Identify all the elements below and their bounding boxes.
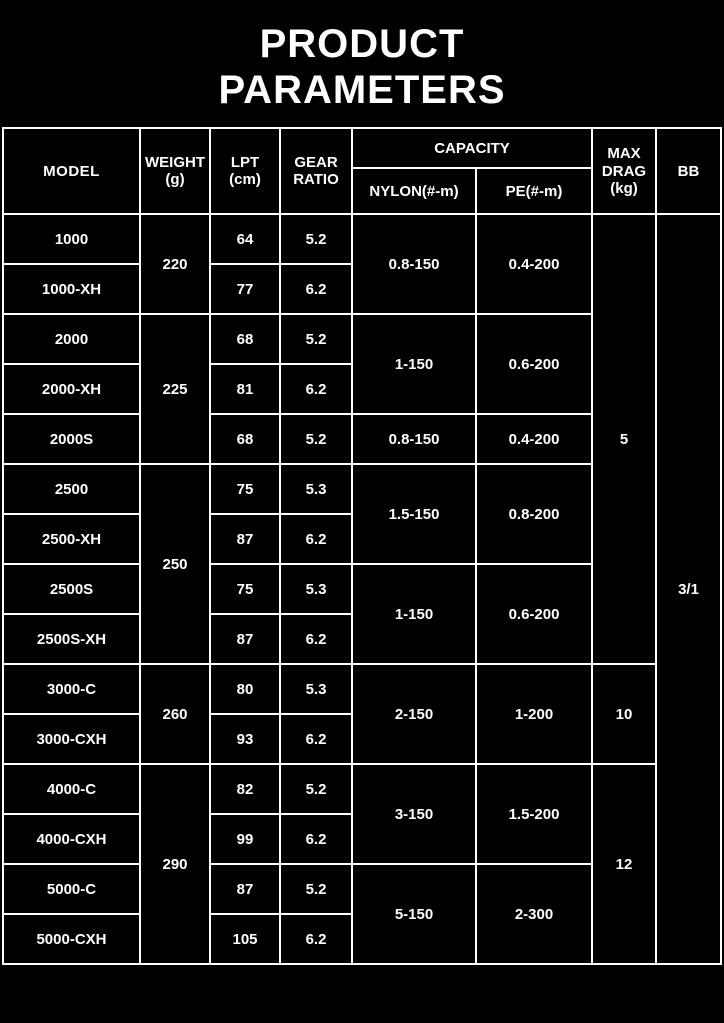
title-line-1: PRODUCT xyxy=(259,22,465,66)
cell-model: 5000-CXH xyxy=(3,914,140,964)
cell-weight: 225 xyxy=(140,314,210,464)
cell-lpt: 75 xyxy=(210,564,280,614)
cell-capacity-pe: 0.8-200 xyxy=(476,464,592,564)
cell-max-drag: 10 xyxy=(592,664,656,764)
cell-model: 4000-C xyxy=(3,764,140,814)
cell-capacity-pe: 0.6-200 xyxy=(476,564,592,664)
cell-model: 1000 xyxy=(3,214,140,264)
cell-capacity-nylon: 2-150 xyxy=(352,664,476,764)
cell-lpt: 87 xyxy=(210,514,280,564)
cell-model: 2000-XH xyxy=(3,364,140,414)
header-nylon: NYLON(#-m) xyxy=(352,168,476,214)
cell-gear-ratio: 6.2 xyxy=(280,714,352,764)
cell-capacity-nylon: 1.5-150 xyxy=(352,464,476,564)
cell-capacity-nylon: 0.8-150 xyxy=(352,214,476,314)
cell-lpt: 82 xyxy=(210,764,280,814)
cell-gear-ratio: 5.2 xyxy=(280,764,352,814)
title-line-2: PARAMETERS xyxy=(218,67,506,112)
cell-model: 2000S xyxy=(3,414,140,464)
cell-lpt: 99 xyxy=(210,814,280,864)
cell-gear-ratio: 6.2 xyxy=(280,614,352,664)
header-bb: BB xyxy=(656,128,721,214)
table-row xyxy=(3,214,721,264)
cell-model: 3000-C xyxy=(3,664,140,714)
cell-gear-ratio: 5.2 xyxy=(280,414,352,464)
cell-model: 1000-XH xyxy=(3,264,140,314)
cell-lpt: 93 xyxy=(210,714,280,764)
header-gear-ratio xyxy=(280,128,352,214)
cell-gear-ratio: 5.3 xyxy=(280,564,352,614)
header-row-1 xyxy=(3,128,721,168)
cell-model: 2000 xyxy=(3,314,140,364)
cell-lpt: 80 xyxy=(210,664,280,714)
cell-gear-ratio: 5.3 xyxy=(280,464,352,514)
cell-gear-ratio: 5.2 xyxy=(280,864,352,914)
cell-capacity-pe: 0.4-200 xyxy=(476,414,592,464)
cell-gear-ratio: 6.2 xyxy=(280,914,352,964)
cell-weight: 260 xyxy=(140,664,210,764)
header-pe: PE(#-m) xyxy=(476,168,592,214)
cell-model: 3000-CXH xyxy=(3,714,140,764)
cell-model: 4000-CXH xyxy=(3,814,140,864)
header-gear-main: GEAR xyxy=(294,153,338,171)
header-weight-main: WEIGHT xyxy=(145,153,205,171)
cell-gear-ratio: 5.2 xyxy=(280,214,352,264)
cell-capacity-pe: 2-300 xyxy=(476,864,592,964)
cell-lpt: 68 xyxy=(210,414,280,464)
header-max-drag-1: MAX xyxy=(607,145,641,163)
header-max-drag-3: (kg) xyxy=(610,179,638,197)
table-row xyxy=(3,764,721,814)
cell-lpt: 75 xyxy=(210,464,280,514)
header-weight-unit: (g) xyxy=(165,171,185,189)
header-lpt xyxy=(210,128,280,214)
page-title xyxy=(0,0,724,127)
header-capacity: CAPACITY xyxy=(352,128,592,168)
cell-capacity-nylon: 1-150 xyxy=(352,314,476,414)
cell-gear-ratio: 6.2 xyxy=(280,264,352,314)
cell-model: 5000-C xyxy=(3,864,140,914)
cell-lpt: 64 xyxy=(210,214,280,264)
cell-weight: 220 xyxy=(140,214,210,314)
cell-lpt: 68 xyxy=(210,314,280,364)
parameters-table xyxy=(2,127,722,965)
cell-capacity-nylon: 0.8-150 xyxy=(352,414,476,464)
header-max-drag xyxy=(592,128,656,214)
table-row xyxy=(3,664,721,714)
cell-gear-ratio: 5.3 xyxy=(280,664,352,714)
cell-lpt: 87 xyxy=(210,864,280,914)
header-weight xyxy=(140,128,210,214)
cell-capacity-nylon: 3-150 xyxy=(352,764,476,864)
cell-model: 2500 xyxy=(3,464,140,514)
cell-capacity-pe: 0.6-200 xyxy=(476,314,592,414)
cell-gear-ratio: 6.2 xyxy=(280,364,352,414)
cell-model: 2500S-XH xyxy=(3,614,140,664)
cell-capacity-pe: 1-200 xyxy=(476,664,592,764)
cell-lpt: 81 xyxy=(210,364,280,414)
cell-gear-ratio: 5.2 xyxy=(280,314,352,364)
header-lpt-unit: (cm) xyxy=(229,171,261,189)
cell-weight: 250 xyxy=(140,464,210,664)
cell-lpt: 77 xyxy=(210,264,280,314)
cell-weight: 290 xyxy=(140,764,210,964)
cell-capacity-nylon: 5-150 xyxy=(352,864,476,964)
cell-gear-ratio: 6.2 xyxy=(280,514,352,564)
cell-capacity-pe: 1.5-200 xyxy=(476,764,592,864)
table-body xyxy=(3,214,721,964)
cell-gear-ratio: 6.2 xyxy=(280,814,352,864)
cell-lpt: 105 xyxy=(210,914,280,964)
cell-model: 2500-XH xyxy=(3,514,140,564)
header-max-drag-2: DRAG xyxy=(601,162,647,180)
cell-lpt: 87 xyxy=(210,614,280,664)
table-header xyxy=(3,128,721,214)
cell-capacity-pe: 0.4-200 xyxy=(476,214,592,314)
cell-capacity-nylon: 1-150 xyxy=(352,564,476,664)
header-lpt-main: LPT xyxy=(230,153,260,171)
cell-model: 2500S xyxy=(3,564,140,614)
cell-bb: 3/1 xyxy=(656,214,721,964)
header-gear-sub: RATIO xyxy=(293,171,339,189)
header-model: MODEL xyxy=(3,128,140,214)
cell-max-drag: 5 xyxy=(592,214,656,664)
cell-max-drag: 12 xyxy=(592,764,656,964)
